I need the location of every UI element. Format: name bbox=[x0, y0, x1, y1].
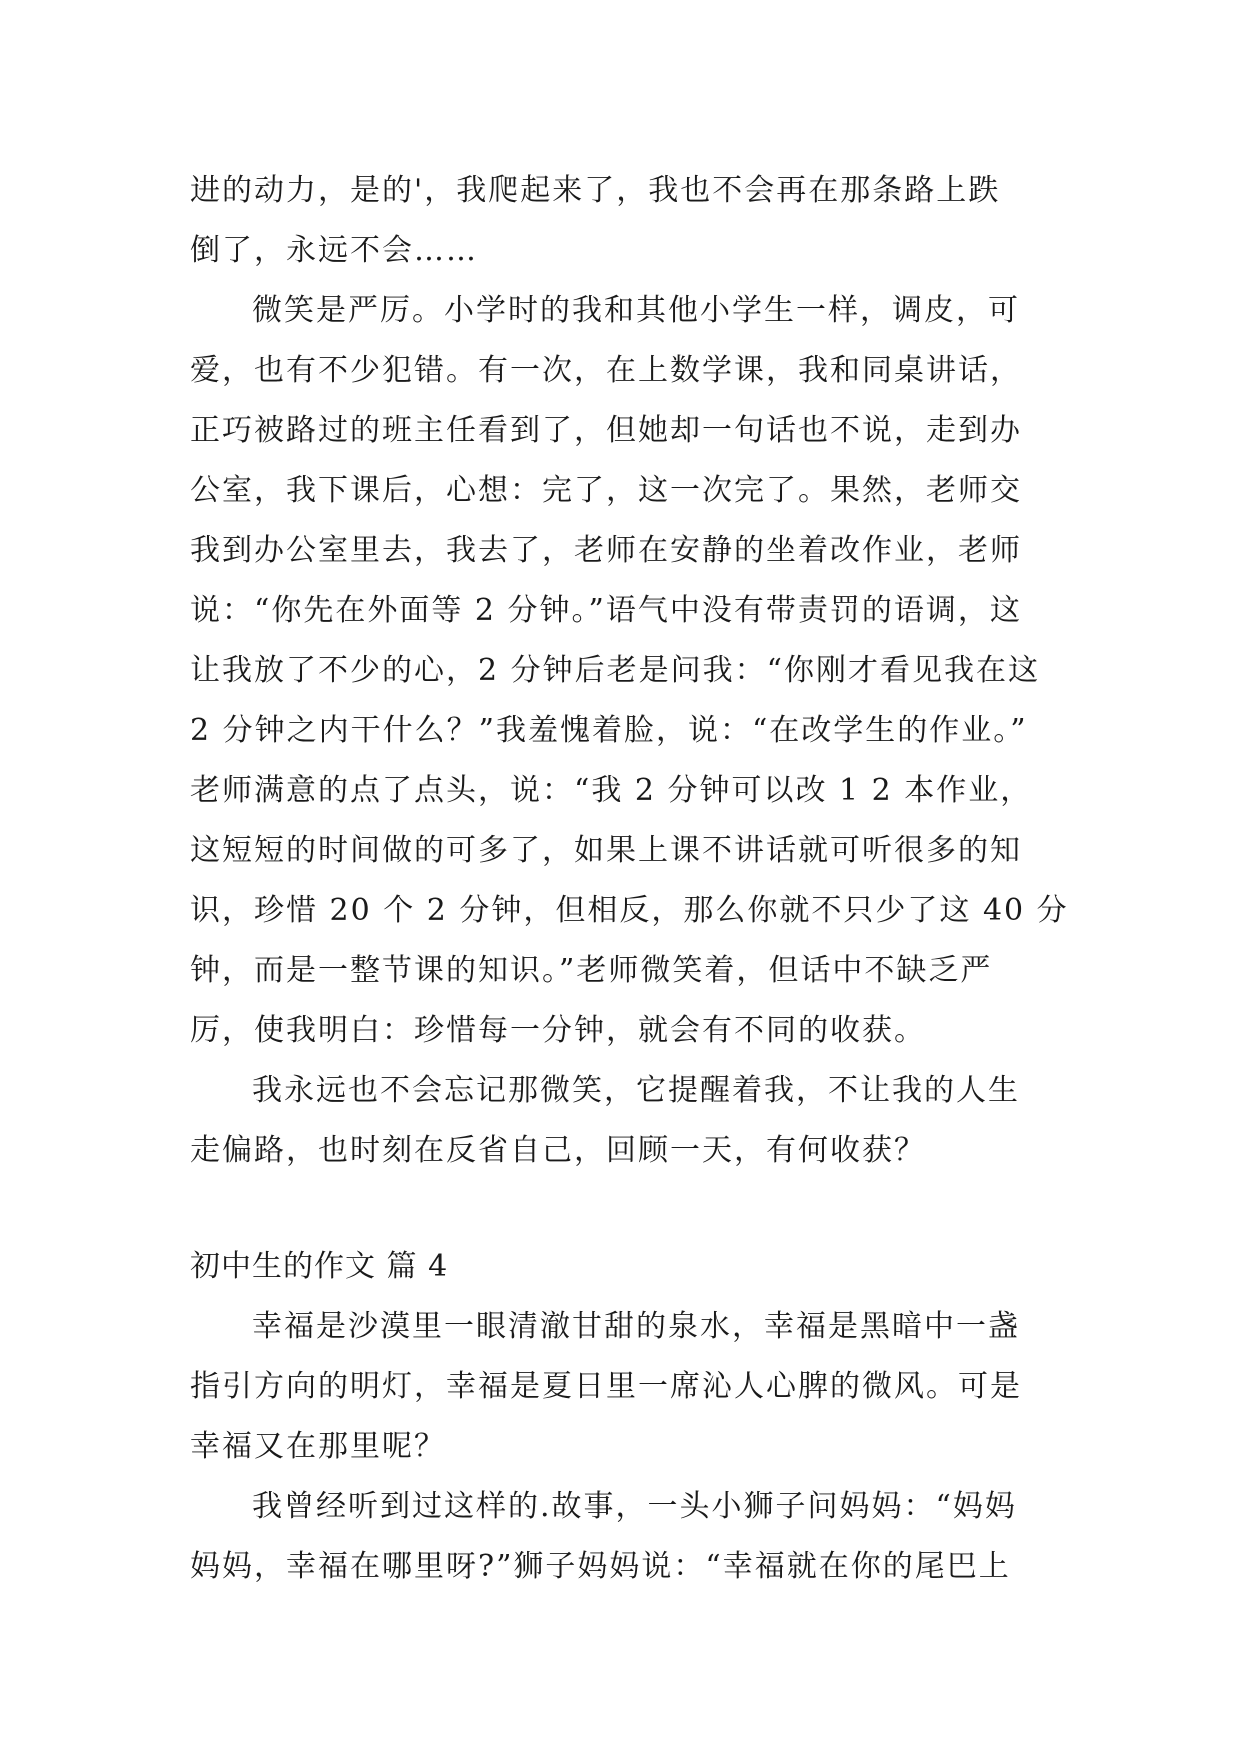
text-line: 这短短的时间做的可多了，如果上课不讲话就可听很多的知 bbox=[190, 833, 1022, 868]
paragraph-conclusion bbox=[190, 1061, 1050, 1181]
paragraph-strict-smile bbox=[190, 281, 1069, 1061]
text-line: 公室，我下课后，心想：完了，这一次完了。果然，老师交 bbox=[190, 473, 1022, 508]
text-line: 让我放了不少的心，2 分钟后老是问我：“你刚才看见我在这 bbox=[190, 653, 1040, 688]
paragraph-happiness-story bbox=[190, 1477, 1050, 1597]
text-line: 微笑是严厉。小学时的我和其他小学生一样，调皮，可 bbox=[252, 293, 1020, 328]
text-line: 幸福是沙漠里一眼清澈甘甜的泉水，幸福是黑暗中一盏 bbox=[252, 1309, 1020, 1344]
document-body bbox=[190, 161, 1069, 1597]
text-line: 2 分钟之内干什么？”我羞愧着脸，说：“在改学生的作业。” bbox=[190, 713, 1028, 748]
text-line: 我永远也不会忘记那微笑，它提醒着我，不让我的人生 bbox=[252, 1073, 1020, 1108]
text-line: 正巧被路过的班主任看到了，但她却一句话也不说，走到办 bbox=[190, 413, 1022, 448]
text-line: 厉，使我明白：珍惜每一分钟，就会有不同的收获。 bbox=[190, 1013, 926, 1048]
text-line: 进的动力，是的'，我爬起来了，我也不会再在那条路上跌 bbox=[190, 173, 1001, 208]
text-line: 老师满意的点了点头，说：“我 2 分钟可以改 1 2 本作业， bbox=[190, 773, 1033, 808]
text-line: 钟，而是一整节课的知识。”老师微笑着，但话中不缺乏严 bbox=[190, 953, 993, 988]
text-line: 走偏路，也时刻在反省自己，回顾一天，有何收获？ bbox=[190, 1133, 926, 1168]
paragraph-continuation bbox=[190, 161, 1050, 281]
text-line: 我到办公室里去，我去了，老师在安静的坐着改作业，老师 bbox=[190, 533, 1022, 568]
text-line: 倒了，永远不会…… bbox=[190, 233, 478, 268]
text-line: 爱，也有不少犯错。有一次，在上数学课，我和同桌讲话， bbox=[190, 353, 1022, 388]
text-line: 我曾经听到过这样的.故事，一头小狮子问妈妈：“妈妈 bbox=[252, 1489, 1017, 1524]
section-spacer bbox=[190, 1181, 1050, 1237]
paragraph-happiness-intro bbox=[190, 1297, 1050, 1477]
section-heading: 初中生的作文 篇 4 bbox=[190, 1249, 449, 1284]
text-line: 说：“你先在外面等 2 分钟。”语气中没有带责罚的语调，这 bbox=[190, 593, 1022, 628]
text-line: 妈妈，幸福在哪里呀?”狮子妈妈说：“幸福就在你的尾巴上 bbox=[190, 1549, 1011, 1584]
text-line: 指引方向的明灯，幸福是夏日里一席沁人心脾的微风。可是 bbox=[190, 1369, 1022, 1404]
text-line: 幸福又在那里呢？ bbox=[190, 1429, 446, 1464]
text-line: 识，珍惜 20 个 2 分钟，但相反，那么你就不只少了这 40 分 bbox=[190, 893, 1069, 928]
